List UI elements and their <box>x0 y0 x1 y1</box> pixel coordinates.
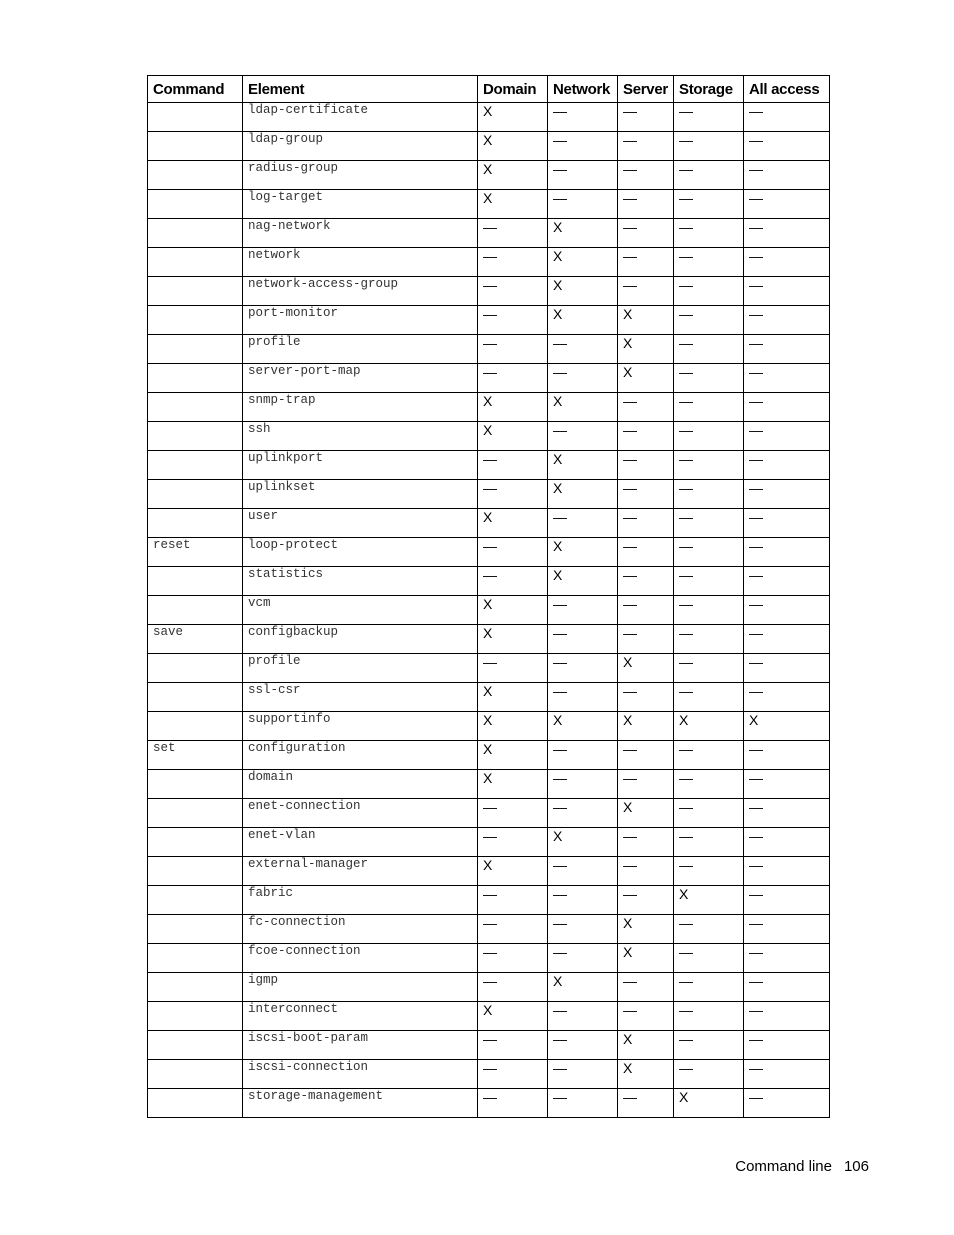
storage-permission-cell: — <box>674 1002 744 1031</box>
server-permission-cell: — <box>618 451 674 480</box>
table-row <box>148 277 830 306</box>
command-cell <box>148 364 243 393</box>
domain-permission-cell: X <box>478 596 548 625</box>
table-row <box>148 683 830 712</box>
all-access-permission-cell: — <box>744 1002 830 1031</box>
table-row <box>148 567 830 596</box>
command-cell <box>148 567 243 596</box>
table-row <box>148 596 830 625</box>
server-permission-cell: X <box>618 654 674 683</box>
server-permission-cell: — <box>618 277 674 306</box>
table-body <box>148 103 830 1118</box>
table-row <box>148 654 830 683</box>
all-access-permission-cell: — <box>744 538 830 567</box>
command-cell: save <box>148 625 243 654</box>
command-cell <box>148 335 243 364</box>
command-cell <box>148 799 243 828</box>
storage-permission-cell: — <box>674 596 744 625</box>
command-cell <box>148 857 243 886</box>
command-cell <box>148 190 243 219</box>
server-permission-cell: — <box>618 132 674 161</box>
table-row <box>148 219 830 248</box>
domain-permission-cell: — <box>478 915 548 944</box>
server-permission-cell: — <box>618 393 674 422</box>
element-cell: ldap-certificate <box>243 103 478 132</box>
storage-permission-cell: — <box>674 103 744 132</box>
domain-permission-cell: — <box>478 1089 548 1118</box>
network-permission-cell: — <box>548 625 618 654</box>
domain-permission-cell: X <box>478 741 548 770</box>
command-cell <box>148 248 243 277</box>
header-network: Network <box>548 76 618 103</box>
all-access-permission-cell: — <box>744 364 830 393</box>
command-cell <box>148 103 243 132</box>
table-row <box>148 132 830 161</box>
table-row <box>148 828 830 857</box>
storage-permission-cell: — <box>674 770 744 799</box>
command-cell <box>148 277 243 306</box>
element-cell: port-monitor <box>243 306 478 335</box>
table-row <box>148 944 830 973</box>
domain-permission-cell: — <box>478 1060 548 1089</box>
table-row <box>148 712 830 741</box>
command-cell: set <box>148 741 243 770</box>
all-access-permission-cell: — <box>744 1060 830 1089</box>
domain-permission-cell: X <box>478 857 548 886</box>
domain-permission-cell: X <box>478 190 548 219</box>
server-permission-cell: — <box>618 480 674 509</box>
command-cell <box>148 712 243 741</box>
all-access-permission-cell: — <box>744 828 830 857</box>
element-cell: domain <box>243 770 478 799</box>
table-row <box>148 741 830 770</box>
element-cell: external-manager <box>243 857 478 886</box>
command-cell <box>148 509 243 538</box>
command-cell <box>148 944 243 973</box>
table-row <box>148 422 830 451</box>
network-permission-cell: — <box>548 683 618 712</box>
domain-permission-cell: — <box>478 364 548 393</box>
storage-permission-cell: — <box>674 335 744 364</box>
storage-permission-cell: — <box>674 973 744 1002</box>
domain-permission-cell: — <box>478 538 548 567</box>
server-permission-cell: X <box>618 712 674 741</box>
network-permission-cell: — <box>548 944 618 973</box>
domain-permission-cell: — <box>478 654 548 683</box>
network-permission-cell: — <box>548 596 618 625</box>
network-permission-cell: — <box>548 161 618 190</box>
storage-permission-cell: — <box>674 161 744 190</box>
server-permission-cell: — <box>618 857 674 886</box>
header-command: Command <box>148 76 243 103</box>
table-row <box>148 1031 830 1060</box>
all-access-permission-cell: — <box>744 567 830 596</box>
element-cell: uplinkport <box>243 451 478 480</box>
table-row <box>148 857 830 886</box>
all-access-permission-cell: — <box>744 480 830 509</box>
domain-permission-cell: — <box>478 306 548 335</box>
storage-permission-cell: — <box>674 1031 744 1060</box>
element-cell: server-port-map <box>243 364 478 393</box>
server-permission-cell: X <box>618 799 674 828</box>
all-access-permission-cell: — <box>744 915 830 944</box>
domain-permission-cell: X <box>478 1002 548 1031</box>
server-permission-cell: — <box>618 161 674 190</box>
server-permission-cell: X <box>618 1060 674 1089</box>
all-access-permission-cell: — <box>744 451 830 480</box>
command-cell <box>148 422 243 451</box>
server-permission-cell: — <box>618 248 674 277</box>
network-permission-cell: — <box>548 770 618 799</box>
server-permission-cell: — <box>618 886 674 915</box>
network-permission-cell: — <box>548 103 618 132</box>
network-permission-cell: — <box>548 1089 618 1118</box>
all-access-permission-cell: — <box>744 944 830 973</box>
element-cell: fabric <box>243 886 478 915</box>
element-cell: loop-protect <box>243 538 478 567</box>
command-cell <box>148 1060 243 1089</box>
table-row <box>148 190 830 219</box>
command-cell <box>148 886 243 915</box>
network-permission-cell: — <box>548 132 618 161</box>
page-footer <box>735 1158 869 1175</box>
network-permission-cell: — <box>548 886 618 915</box>
table-row <box>148 1060 830 1089</box>
storage-permission-cell: X <box>674 1089 744 1118</box>
table-row <box>148 1089 830 1118</box>
all-access-permission-cell: — <box>744 509 830 538</box>
network-permission-cell: — <box>548 1002 618 1031</box>
server-permission-cell: — <box>618 741 674 770</box>
server-permission-cell: — <box>618 538 674 567</box>
command-cell <box>148 480 243 509</box>
command-cell <box>148 161 243 190</box>
network-permission-cell: X <box>548 277 618 306</box>
all-access-permission-cell: — <box>744 393 830 422</box>
server-permission-cell: X <box>618 306 674 335</box>
domain-permission-cell: — <box>478 1031 548 1060</box>
storage-permission-cell: — <box>674 567 744 596</box>
all-access-permission-cell: — <box>744 1089 830 1118</box>
element-cell: fc-connection <box>243 915 478 944</box>
network-permission-cell: X <box>548 219 618 248</box>
all-access-permission-cell: — <box>744 625 830 654</box>
network-permission-cell: — <box>548 1031 618 1060</box>
network-permission-cell: — <box>548 857 618 886</box>
table-row <box>148 103 830 132</box>
storage-permission-cell: — <box>674 422 744 451</box>
storage-permission-cell: — <box>674 857 744 886</box>
all-access-permission-cell: X <box>744 712 830 741</box>
domain-permission-cell: — <box>478 973 548 1002</box>
element-cell: configbackup <box>243 625 478 654</box>
element-cell: radius-group <box>243 161 478 190</box>
all-access-permission-cell: — <box>744 654 830 683</box>
footer-section-title: Command line <box>735 1158 832 1175</box>
command-cell <box>148 393 243 422</box>
network-permission-cell: X <box>548 567 618 596</box>
network-permission-cell: — <box>548 335 618 364</box>
table-row <box>148 973 830 1002</box>
element-cell: network-access-group <box>243 277 478 306</box>
command-cell <box>148 828 243 857</box>
network-permission-cell: — <box>548 422 618 451</box>
table-row <box>148 509 830 538</box>
element-cell: vcm <box>243 596 478 625</box>
table-row <box>148 161 830 190</box>
network-permission-cell: X <box>548 973 618 1002</box>
element-cell: profile <box>243 335 478 364</box>
command-cell <box>148 132 243 161</box>
command-cell <box>148 306 243 335</box>
network-permission-cell: X <box>548 538 618 567</box>
storage-permission-cell: — <box>674 944 744 973</box>
server-permission-cell: — <box>618 103 674 132</box>
element-cell: uplinkset <box>243 480 478 509</box>
element-cell: snmp-trap <box>243 393 478 422</box>
table-row <box>148 480 830 509</box>
storage-permission-cell: X <box>674 886 744 915</box>
all-access-permission-cell: — <box>744 306 830 335</box>
network-permission-cell: — <box>548 741 618 770</box>
storage-permission-cell: — <box>674 1060 744 1089</box>
command-cell: reset <box>148 538 243 567</box>
domain-permission-cell: X <box>478 393 548 422</box>
storage-permission-cell: X <box>674 712 744 741</box>
table-row <box>148 306 830 335</box>
storage-permission-cell: — <box>674 625 744 654</box>
server-permission-cell: X <box>618 944 674 973</box>
permissions-table <box>147 75 830 1118</box>
network-permission-cell: — <box>548 190 618 219</box>
server-permission-cell: — <box>618 422 674 451</box>
element-cell: statistics <box>243 567 478 596</box>
header-row <box>148 76 830 103</box>
server-permission-cell: — <box>618 770 674 799</box>
storage-permission-cell: — <box>674 799 744 828</box>
domain-permission-cell: X <box>478 625 548 654</box>
command-cell <box>148 451 243 480</box>
network-permission-cell: X <box>548 451 618 480</box>
domain-permission-cell: — <box>478 277 548 306</box>
domain-permission-cell: — <box>478 219 548 248</box>
header-domain: Domain <box>478 76 548 103</box>
all-access-permission-cell: — <box>744 335 830 364</box>
storage-permission-cell: — <box>674 915 744 944</box>
server-permission-cell: X <box>618 915 674 944</box>
table-row <box>148 915 830 944</box>
storage-permission-cell: — <box>674 306 744 335</box>
command-cell <box>148 683 243 712</box>
server-permission-cell: — <box>618 567 674 596</box>
command-cell <box>148 1089 243 1118</box>
network-permission-cell: X <box>548 393 618 422</box>
storage-permission-cell: — <box>674 480 744 509</box>
all-access-permission-cell: — <box>744 741 830 770</box>
network-permission-cell: — <box>548 509 618 538</box>
table-row <box>148 770 830 799</box>
storage-permission-cell: — <box>674 451 744 480</box>
all-access-permission-cell: — <box>744 277 830 306</box>
server-permission-cell: — <box>618 596 674 625</box>
element-cell: interconnect <box>243 1002 478 1031</box>
storage-permission-cell: — <box>674 393 744 422</box>
storage-permission-cell: — <box>674 132 744 161</box>
network-permission-cell: — <box>548 654 618 683</box>
network-permission-cell: — <box>548 799 618 828</box>
all-access-permission-cell: — <box>744 973 830 1002</box>
all-access-permission-cell: — <box>744 683 830 712</box>
domain-permission-cell: X <box>478 712 548 741</box>
domain-permission-cell: — <box>478 451 548 480</box>
command-cell <box>148 1031 243 1060</box>
domain-permission-cell: — <box>478 828 548 857</box>
storage-permission-cell: — <box>674 828 744 857</box>
element-cell: iscsi-connection <box>243 1060 478 1089</box>
table-row <box>148 886 830 915</box>
server-permission-cell: — <box>618 190 674 219</box>
command-cell <box>148 973 243 1002</box>
domain-permission-cell: — <box>478 335 548 364</box>
element-cell: ldap-group <box>243 132 478 161</box>
element-cell: ssh <box>243 422 478 451</box>
all-access-permission-cell: — <box>744 161 830 190</box>
domain-permission-cell: X <box>478 422 548 451</box>
command-cell <box>148 770 243 799</box>
domain-permission-cell: X <box>478 132 548 161</box>
network-permission-cell: X <box>548 306 618 335</box>
network-permission-cell: X <box>548 248 618 277</box>
element-cell: user <box>243 509 478 538</box>
storage-permission-cell: — <box>674 683 744 712</box>
element-cell: network <box>243 248 478 277</box>
server-permission-cell: — <box>618 973 674 1002</box>
domain-permission-cell: X <box>478 509 548 538</box>
table-row <box>148 451 830 480</box>
storage-permission-cell: — <box>674 364 744 393</box>
server-permission-cell: X <box>618 1031 674 1060</box>
table-row <box>148 625 830 654</box>
all-access-permission-cell: — <box>744 770 830 799</box>
server-permission-cell: — <box>618 1002 674 1031</box>
storage-permission-cell: — <box>674 538 744 567</box>
domain-permission-cell: — <box>478 799 548 828</box>
server-permission-cell: — <box>618 625 674 654</box>
header-server: Server <box>618 76 674 103</box>
storage-permission-cell: — <box>674 654 744 683</box>
element-cell: configuration <box>243 741 478 770</box>
header-storage: Storage <box>674 76 744 103</box>
all-access-permission-cell: — <box>744 103 830 132</box>
all-access-permission-cell: — <box>744 857 830 886</box>
network-permission-cell: X <box>548 712 618 741</box>
domain-permission-cell: — <box>478 567 548 596</box>
domain-permission-cell: — <box>478 480 548 509</box>
server-permission-cell: X <box>618 364 674 393</box>
table-header <box>148 76 830 103</box>
header-element: Element <box>243 76 478 103</box>
header-all-access: All access <box>744 76 830 103</box>
storage-permission-cell: — <box>674 509 744 538</box>
server-permission-cell: — <box>618 1089 674 1118</box>
domain-permission-cell: — <box>478 248 548 277</box>
server-permission-cell: X <box>618 335 674 364</box>
server-permission-cell: — <box>618 219 674 248</box>
domain-permission-cell: X <box>478 103 548 132</box>
page-number: 106 <box>843 1158 869 1175</box>
storage-permission-cell: — <box>674 219 744 248</box>
all-access-permission-cell: — <box>744 219 830 248</box>
server-permission-cell: — <box>618 828 674 857</box>
element-cell: iscsi-boot-param <box>243 1031 478 1060</box>
table-row <box>148 364 830 393</box>
command-cell <box>148 915 243 944</box>
network-permission-cell: X <box>548 828 618 857</box>
storage-permission-cell: — <box>674 190 744 219</box>
command-cell <box>148 219 243 248</box>
table-row <box>148 799 830 828</box>
network-permission-cell: X <box>548 480 618 509</box>
element-cell: igmp <box>243 973 478 1002</box>
storage-permission-cell: — <box>674 277 744 306</box>
domain-permission-cell: — <box>478 944 548 973</box>
table-row <box>148 393 830 422</box>
all-access-permission-cell: — <box>744 132 830 161</box>
element-cell: storage-management <box>243 1089 478 1118</box>
element-cell: supportinfo <box>243 712 478 741</box>
server-permission-cell: — <box>618 509 674 538</box>
command-cell <box>148 596 243 625</box>
network-permission-cell: — <box>548 1060 618 1089</box>
element-cell: enet-vlan <box>243 828 478 857</box>
table-row <box>148 248 830 277</box>
domain-permission-cell: X <box>478 161 548 190</box>
storage-permission-cell: — <box>674 248 744 277</box>
command-cell <box>148 654 243 683</box>
element-cell: enet-connection <box>243 799 478 828</box>
table-row <box>148 1002 830 1031</box>
domain-permission-cell: X <box>478 770 548 799</box>
server-permission-cell: — <box>618 683 674 712</box>
all-access-permission-cell: — <box>744 886 830 915</box>
all-access-permission-cell: — <box>744 596 830 625</box>
table-row <box>148 335 830 364</box>
domain-permission-cell: X <box>478 683 548 712</box>
element-cell: fcoe-connection <box>243 944 478 973</box>
network-permission-cell: — <box>548 364 618 393</box>
table-row <box>148 538 830 567</box>
element-cell: nag-network <box>243 219 478 248</box>
element-cell: profile <box>243 654 478 683</box>
domain-permission-cell: — <box>478 886 548 915</box>
element-cell: log-target <box>243 190 478 219</box>
all-access-permission-cell: — <box>744 799 830 828</box>
all-access-permission-cell: — <box>744 248 830 277</box>
all-access-permission-cell: — <box>744 422 830 451</box>
command-cell <box>148 1002 243 1031</box>
element-cell: ssl-csr <box>243 683 478 712</box>
storage-permission-cell: — <box>674 741 744 770</box>
all-access-permission-cell: — <box>744 1031 830 1060</box>
all-access-permission-cell: — <box>744 190 830 219</box>
network-permission-cell: — <box>548 915 618 944</box>
